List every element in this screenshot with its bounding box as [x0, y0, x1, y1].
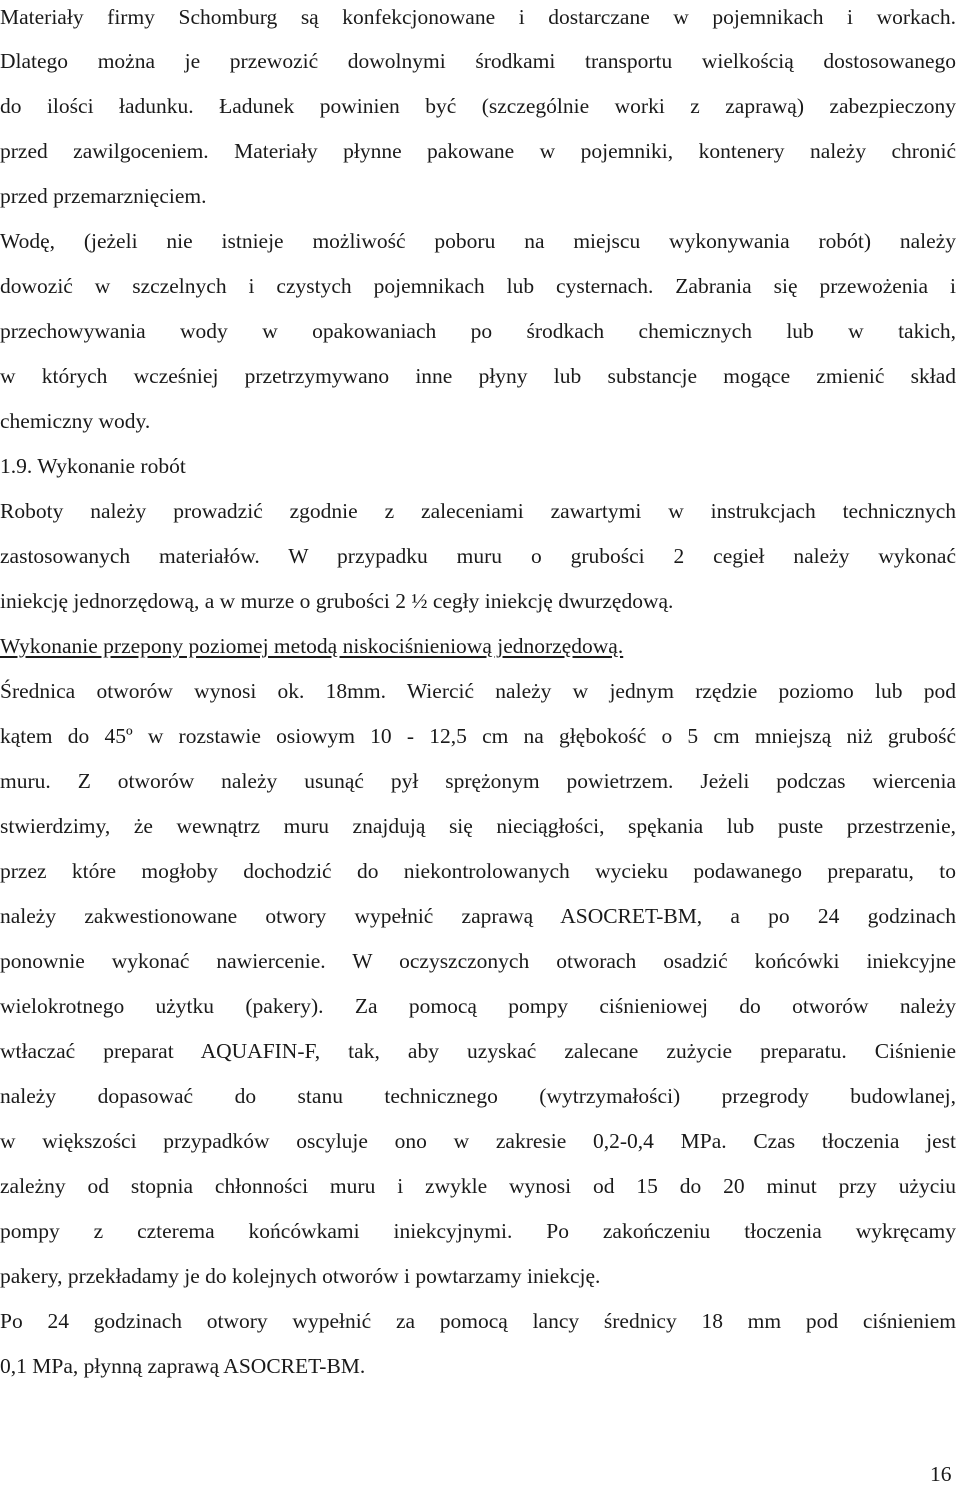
- text-line: wtłaczać preparat AQUAFIN-F, tak, aby uzyskać zalecane zużycie preparatu. Ciśnienie: [0, 1039, 956, 1063]
- page-number: 16: [930, 1462, 952, 1486]
- underlined-subheading: Wykonanie przepony poziomej metodą niskociśnieniową jednorzędową.: [0, 634, 624, 658]
- text-line: pompy z czterema końcówkami iniekcyjnymi. Po zakończeniu tłoczenia wykręcamy: [0, 1219, 956, 1243]
- text-line: Po 24 godzinach otwory wypełnić za pomocą lancy średnicy 18 mm pod ciśnieniem: [0, 1309, 956, 1333]
- text-line: należy zakwestionowane otwory wypełnić zaprawą ASOCRET-BM, a po 24 godzinach: [0, 904, 956, 928]
- text-line: pakery, przekładamy je do kolejnych otworów i powtarzamy iniekcję.: [0, 1264, 601, 1288]
- text-line: przez które mogłoby dochodzić do niekontrolowanych wycieku podawanego preparatu, to: [0, 859, 956, 883]
- text-line: należy dopasować do stanu technicznego (wytrzymałości) przegrody budowlanej,: [0, 1084, 956, 1108]
- text-line: do ilości ładunku. Ładunek powinien być (szczególnie worki z zaprawą) zabezpieczony: [0, 94, 956, 118]
- text-line: Wodę, (jeżeli nie istnieje możliwość poboru na miejscu wykonywania robót) należy: [0, 229, 956, 253]
- text-line: chemiczny wody.: [0, 409, 151, 433]
- text-line: Materiały firmy Schomburg są konfekcjonowane i dostarczane w pojemnikach i workach.: [0, 5, 956, 29]
- text-line: dowozić w szczelnych i czystych pojemnikach lub cysternach. Zabrania się przewożenia i: [0, 274, 956, 298]
- text-line: w których wcześniej przetrzymywano inne płyny lub substancje mogące zmienić skład: [0, 364, 956, 388]
- text-line: iniekcję jednorzędową, a w murze o grubości 2 ½ cegły iniekcję dwurzędową.: [0, 589, 674, 613]
- text-line: kątem do 45º w rozstawie osiowym 10 - 12,5 cm na głębokość o 5 cm mniejszą niż grubość: [0, 724, 956, 748]
- text-line: wielokrotnego użytku (pakery). Za pomocą pompy ciśnieniowej do otworów należy: [0, 994, 956, 1018]
- text-line: przed zawilgoceniem. Materiały płynne pakowane w pojemniki, kontenery należy chronić: [0, 139, 956, 163]
- text-line: 0,1 MPa, płynną zaprawą ASOCRET-BM.: [0, 1354, 366, 1378]
- text-line: przechowywania wody w opakowaniach po środkach chemicznych lub w takich,: [0, 319, 956, 343]
- text-line: Średnica otworów wynosi ok. 18mm. Wiercić należy w jednym rzędzie poziomo lub pod: [0, 679, 956, 703]
- section-heading: 1.9. Wykonanie robót: [0, 454, 186, 478]
- text-line: Dlatego można je przewozić dowolnymi środkami transportu wielkością dostosowanego: [0, 49, 956, 73]
- text-line: zależny od stopnia chłonności muru i zwykle wynosi od 15 do 20 minut przy użyciu: [0, 1174, 956, 1198]
- text-line: Roboty należy prowadzić zgodnie z zaleceniami zawartymi w instrukcjach technicznych: [0, 499, 956, 523]
- text-line: w większości przypadków oscyluje ono w zakresie 0,2-0,4 MPa. Czas tłoczenia jest: [0, 1129, 956, 1153]
- text-line: stwierdzimy, że wewnątrz muru znajdują się nieciągłości, spękania lub puste przestrzenie,: [0, 814, 956, 838]
- text-line: ponownie wykonać nawiercenie. W oczyszczonych otworach osadzić końcówki iniekcyjne: [0, 949, 956, 973]
- text-line: muru. Z otworów należy usunąć pył sprężonym powietrzem. Jeżeli podczas wiercenia: [0, 769, 956, 793]
- text-line: zastosowanych materiałów. W przypadku muru o grubości 2 cegieł należy wykonać: [0, 544, 956, 568]
- text-line: przed przemarznięciem.: [0, 184, 207, 208]
